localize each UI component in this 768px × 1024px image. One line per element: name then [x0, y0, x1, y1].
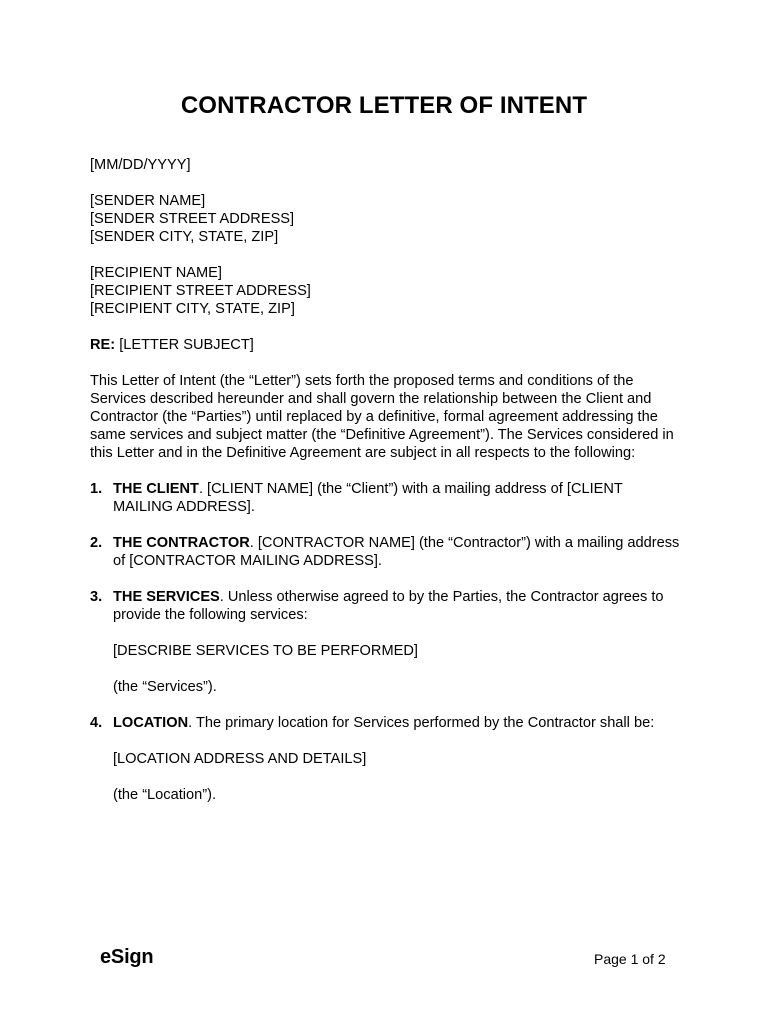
item-suffix: (the “Location”).	[113, 787, 217, 803]
item-heading: THE CONTRACTOR	[113, 535, 250, 551]
item-placeholder: [DESCRIBE SERVICES TO BE PERFORMED]	[113, 643, 418, 659]
recipient-name: [RECIPIENT NAME]	[90, 265, 222, 281]
letter-body	[90, 156, 682, 822]
sender-block	[90, 192, 682, 246]
item-suffix: (the “Services”).	[113, 679, 217, 695]
item-text: . [CONTRACTOR NAME] (the “Contractor”) with a mailing address of [CONTRACTOR MAILING ADDRESS].	[113, 535, 680, 569]
page-title: CONTRACTOR LETTER OF INTENT	[180, 92, 588, 119]
item-text: . [CLIENT NAME] (the “Client”) with a mailing address of [CLIENT MAILING ADDRESS].	[113, 481, 623, 515]
sender-city: [SENDER CITY, STATE, ZIP]	[90, 229, 279, 245]
page-number: Page 1 of 2	[594, 951, 666, 967]
recipient-city: [RECIPIENT CITY, STATE, ZIP]	[90, 301, 295, 317]
list-item	[90, 714, 682, 804]
item-number: 1.	[90, 481, 103, 497]
item-text: . The primary location for Services performed by the Contractor shall be:	[188, 715, 655, 731]
date: [MM/DD/YYYY]	[90, 157, 191, 173]
list-item	[90, 588, 682, 696]
item-heading: THE CLIENT	[113, 481, 199, 497]
terms-list	[90, 480, 682, 804]
recipient-street: [RECIPIENT STREET ADDRESS]	[90, 283, 311, 299]
list-item	[90, 534, 682, 570]
date-block	[90, 156, 682, 174]
list-item	[90, 480, 682, 516]
recipient-block	[90, 264, 682, 318]
item-number: 4.	[90, 715, 103, 731]
item-number: 2.	[90, 535, 103, 551]
item-placeholder: [LOCATION ADDRESS AND DETAILS]	[113, 751, 367, 767]
item-heading: THE SERVICES	[113, 589, 220, 605]
intro-paragraph: This Letter of Intent (the “Letter”) sets forth the proposed terms and conditions of the Services described hereunder and shall govern the relationship between the Client and Contractor (the “Parties”) until replaced by a definitive, formal agreement addressing the same services and subject matter (the “Definitive Agreement”). The Services considered in this Letter and in the Definitive Agreement are subject in all respects to the following:	[90, 373, 674, 461]
item-heading: LOCATION	[113, 715, 189, 731]
re-subject: [LETTER SUBJECT]	[119, 337, 254, 353]
re-label: RE:	[90, 337, 116, 353]
item-number: 3.	[90, 589, 103, 605]
item-text: . Unless otherwise agreed to by the Parties, the Contractor agrees to provide the following services:	[113, 589, 664, 623]
sender-name: [SENDER NAME]	[90, 193, 206, 209]
esign-logo: eSign	[100, 946, 154, 968]
re-line	[90, 336, 682, 354]
sender-street: [SENDER STREET ADDRESS]	[90, 211, 295, 227]
